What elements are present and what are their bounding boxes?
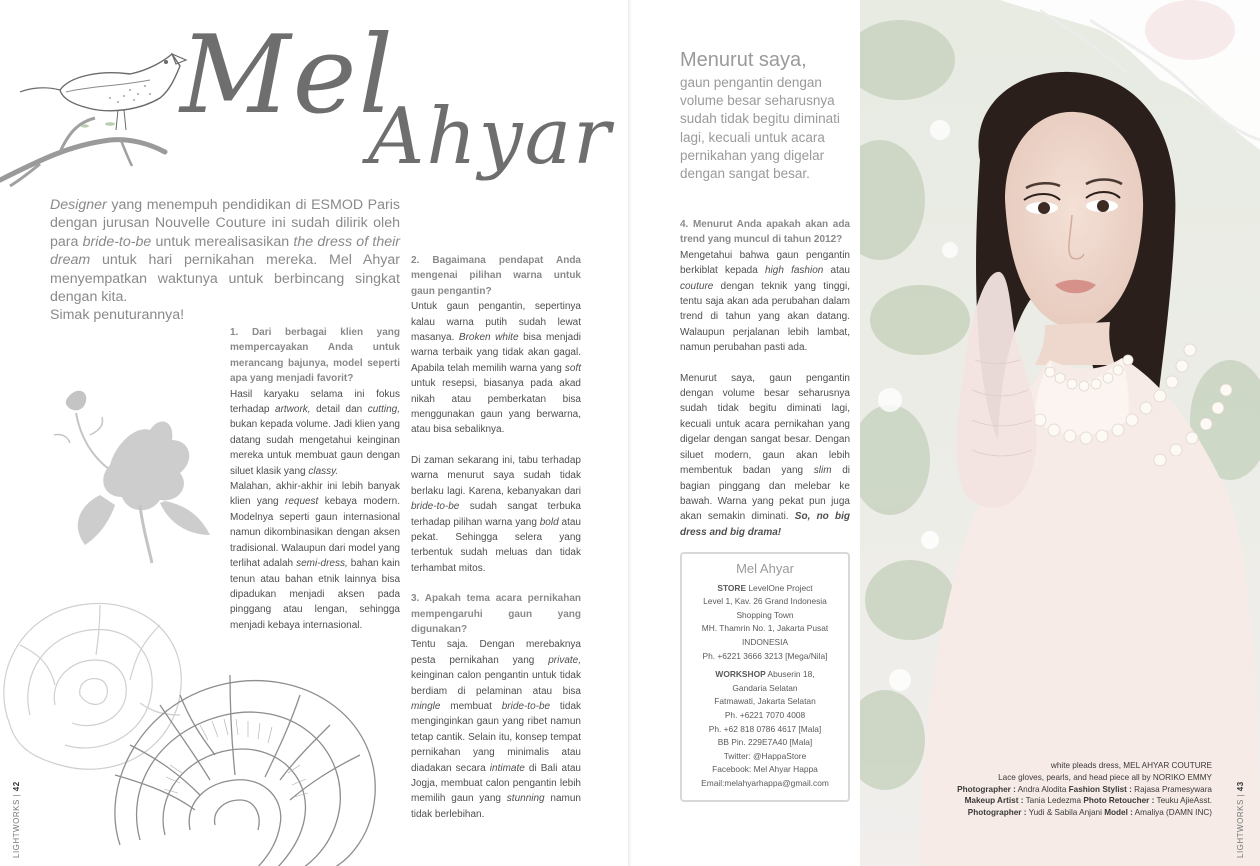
interview-column-1	[230, 325, 400, 633]
bird-on-branch-illustration	[0, 40, 200, 190]
contact-box	[680, 552, 850, 802]
intro-paragraph	[50, 196, 400, 325]
answer-text: membuat	[440, 700, 502, 712]
credit-value: Tania Ledezma	[1023, 796, 1084, 806]
twitter-handle: Twitter: @HappaStore	[723, 750, 807, 761]
facebook-page: Facebook: Mel Ahyar Happa	[712, 764, 818, 775]
answer-emphasis: artwork,	[275, 404, 311, 416]
store-address-line: Level 1, Kav. 26 Grand Indonesia	[703, 596, 827, 607]
workshop-phone: Ph. +62 818 0786 4617 [Mala]	[708, 723, 822, 734]
answer-text: keinginan calon pengantin untuk tidak berdiam di pelaminan atau bisa	[411, 670, 581, 697]
answer-1-paragraph-1	[230, 387, 400, 479]
answer-2-paragraph-1	[411, 299, 581, 438]
answer-3-paragraph-1	[411, 637, 581, 822]
interview-column-3	[680, 217, 850, 540]
pull-quote-lead: Menurut saya,	[680, 49, 807, 71]
photo-credits	[957, 760, 1212, 819]
workshop-address-line: Fatmawati, Jakarta Selatan	[714, 696, 816, 707]
answer-text: atau	[823, 265, 850, 277]
workshop-bb-pin: BB Pin. 229E7A40 [Mala]	[717, 737, 813, 748]
store-address-line: INDONESIA	[741, 636, 789, 647]
credit-dress: white pleads dress, MEL AHYAR COUTURE	[1050, 761, 1212, 770]
pull-quote	[680, 48, 860, 183]
interview-column-2	[411, 253, 581, 822]
answer-emphasis: couture	[680, 280, 714, 292]
intro-text: untuk hari pernikahan mereka. Mel Ahyar menyempatkan waktunya untuk berbincang singkat dengan kita.	[50, 252, 400, 306]
workshop-phone: Ph. +6221 7070 4008	[724, 709, 806, 720]
answer-text: Di zaman sekarang ini, tabu terhadap warna menurut saya sudah tidak berlaku lagi. Karena, kebanyakan dari	[411, 454, 581, 497]
credit-label: Makeup Artist :	[964, 796, 1024, 806]
answer-emphasis: cutting,	[367, 404, 400, 416]
answer-text: Malahan, akhir-akhir ini lebih banyak klien yang	[230, 481, 400, 508]
answer-emphasis: classy.	[308, 465, 339, 477]
store-address-line: MH. Thamrin No. 1, Jakarta Pusat	[701, 623, 829, 634]
answer-emphasis: Broken white	[458, 332, 519, 344]
answer-text: Tentu saja. Dengan merebaknya pesta pernikahan yang	[411, 639, 581, 666]
answer-text: kebaya modern. Modelnya seperti gaun internasional namun dikombinasikan dengan aksen tradisional. Walaupun dari model yang terlihat adalah	[230, 496, 400, 570]
answer-2-paragraph-2	[411, 453, 581, 576]
credit-label: Photographer :	[967, 808, 1027, 818]
intro-text: untuk merealisasikan	[151, 233, 294, 250]
answer-emphasis: semi-dress,	[296, 558, 348, 570]
answer-4-paragraph-1	[680, 248, 850, 356]
credit-line-5	[957, 807, 1212, 819]
intro-closing: Simak penuturannya!	[50, 307, 185, 324]
store-label: STORE	[717, 582, 747, 593]
folio-left: LIGHTWORKS | 42	[12, 781, 21, 858]
answer-emphasis: private,	[548, 654, 581, 666]
question-2: 2. Bagaimana pendapat Anda mengenai pilihan warna untuk gaun pengantin?	[411, 255, 581, 297]
bride-photo	[860, 0, 1260, 866]
answer-emphasis: stunning	[506, 793, 545, 805]
credit-line-4	[957, 795, 1212, 807]
credit-value: Andra Alodita	[1015, 784, 1069, 794]
workshop-label: WORKSHOP	[715, 669, 766, 680]
store-line	[682, 582, 848, 596]
question-4: 4. Menurut Anda apakah akan ada trend yang muncul di tahun 2012?	[680, 219, 850, 246]
answer-emphasis: bride-to-be	[411, 501, 460, 513]
answer-text: bisa menjadi warna terbaik yang tidak akan gagal. Apabila telah memilih warna yang	[411, 332, 581, 374]
credit-accessories: Lace gloves, pearls, and head piece all by NORIKO EMMY	[998, 772, 1212, 782]
rose-silhouette-illustration	[40, 385, 215, 565]
bride-portrait-illustration	[860, 0, 1260, 866]
answer-emphasis: So, no big dress and big drama!	[680, 511, 850, 538]
credit-value: Teuku AjieAsst.	[1154, 796, 1212, 806]
folio-right: LIGHTWORKS | 43	[1236, 781, 1245, 858]
answer-emphasis: request	[284, 496, 319, 508]
answer-text: detail dan	[310, 404, 368, 416]
answer-text: bukan kepada volume. Jadi klien yang datang sudah mengetahui keinginan mereka untuk membuat gaun dengan siluet klasik yang	[230, 419, 400, 477]
answer-emphasis: intimate	[489, 762, 525, 774]
credit-label: Photo Retoucher :	[1083, 796, 1155, 806]
answer-text: bahan kain tenun atau bahan etnik lainnya bisa dipadukan menjadi aksen pada pinggang atau lengan, sehingga menjadi kebaya internasional.	[230, 558, 400, 631]
answer-text: di Bali atau Jogja, membuat calon pengantin lebih memilih gaun yang	[411, 762, 581, 805]
credit-value: Amaliya (DAMN INC)	[1132, 808, 1212, 818]
answer-text: dengan teknik yang tinggi, tentu saja akan ada perubahan dalam trend di tahun yang akan datang. Walaupun perjalanan lebih lambat, namun perubahan pasti ada.	[680, 280, 850, 354]
answer-emphasis: soft	[564, 362, 581, 374]
question-1: 1. Dari berbagai klien yang mempercayakan Anda untuk merancang bajunya, model seperti apa yang menjadi favorit?	[230, 327, 400, 385]
title-last-name: Ahyar	[368, 92, 613, 182]
answer-text: Menurut saya, gaun pengantin dengan volume besar seharusnya sudah tidak begitu diminati lagi, kecuali untuk acara pernikahan yang digelar dengan sangat besar. Dengan siluet modern, gaun akan lebih membentuk badan yang	[680, 372, 850, 477]
credit-value: Yudi & Sabila Anjani	[1026, 808, 1105, 818]
credit-value: Rajasa Pramesywara	[1131, 784, 1212, 794]
answer-text: namun tidak berlebihan.	[411, 793, 581, 820]
answer-emphasis: bride-to-be	[501, 700, 551, 712]
large-peony-illustration	[100, 665, 390, 866]
credit-label: Photographer :	[957, 784, 1016, 794]
answer-emphasis: high fashion	[764, 265, 824, 277]
intro-text: yang menempuh pendidikan di ESMOD Paris dengan jurusan Nouvelle Couture ini sudah dilirik oleh para	[50, 197, 400, 250]
answer-text: di bagian pinggang dan melebar ke bawah. Warna yang pekat pun juga akan semakin diminati.	[680, 465, 851, 523]
intro-emphasis: the dress of their dream	[50, 233, 400, 269]
store-address-line: Shopping Town	[736, 609, 794, 620]
answer-1-paragraph-2	[230, 479, 400, 633]
email-address: Email:melahyarhappa@gmail.com	[701, 777, 829, 788]
store-phone: Ph. +6221 3666 3213 [Mega/Nila]	[702, 650, 828, 661]
answer-text: atau pekat. Sehingga selera yang terbentuk sudah meluas dan tidak terhambat mitos.	[411, 516, 581, 574]
workshop-address-line: Gandaria Selatan	[732, 682, 798, 693]
workshop-address-line: Abuserin 18,	[765, 669, 815, 680]
page-number-left: 42	[12, 781, 21, 792]
intro-emphasis: Designer	[50, 197, 107, 213]
credit-line-3	[957, 784, 1212, 796]
answer-text: untuk resepsi, biasanya pada akad nikah atau pemberkatan bisa menggunakan gaun yang berwarna, atau bisa sebaliknya.	[411, 378, 581, 436]
answer-text: tidak menginginkan gaun yang ribet namun tetap cantik. Selain itu, konsep tempat pernikahan yang minimalis atau diadakan secara	[411, 700, 582, 774]
answer-4-paragraph-2	[680, 371, 850, 540]
workshop-line	[682, 668, 848, 682]
folio-brand: LIGHTWORKS	[12, 799, 21, 858]
answer-emphasis: mingle	[411, 700, 441, 712]
answer-emphasis: slim	[813, 465, 832, 477]
answer-emphasis: bold	[539, 516, 559, 528]
answer-text: Hasil karyaku selama ini fokus terhadap	[230, 388, 400, 416]
pull-quote-body: gaun pengantin dengan volume besar seharusnya sudah tidak begitu diminati lagi, kecuali untuk acara pernikahan yang digelar dengan sangat besar.	[680, 75, 840, 182]
store-name: LevelOne Project	[746, 582, 813, 593]
question-3: 3. Apakah tema acara pernikahan mempengaruhi gaun yang digunakan?	[411, 593, 581, 635]
folio-brand: LIGHTWORKS	[1236, 799, 1245, 858]
intro-emphasis: bride-to-be	[82, 233, 152, 250]
page-number-right: 43	[1236, 781, 1245, 792]
credit-label: Fashion Stylist :	[1068, 784, 1132, 794]
credit-label: Model :	[1104, 808, 1133, 818]
contact-name: Mel Ahyar	[736, 561, 794, 576]
answer-text: Untuk gaun pengantin, sepertinya kalau warna putih sudah lewat masanya.	[411, 301, 581, 344]
page-spine	[628, 0, 632, 866]
answer-text: sudah sangat terbuka terhadap pilihan warna yang	[411, 501, 581, 528]
title-first-name: Mel	[180, 13, 396, 138]
answer-text: Mengetahui bahwa gaun pengantin berkiblat kepada	[680, 249, 850, 277]
